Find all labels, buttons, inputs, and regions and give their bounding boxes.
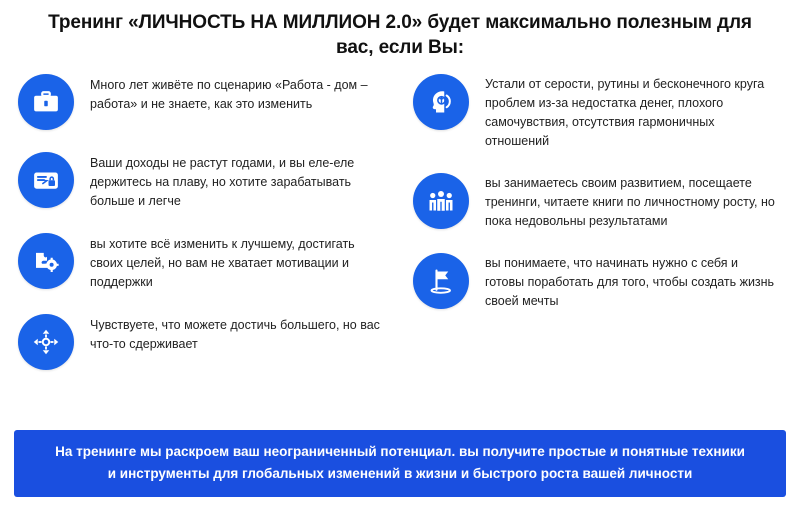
briefcase-icon — [18, 74, 74, 130]
list-item — [18, 152, 389, 211]
list-item — [18, 233, 389, 292]
list-item-label: вы понимаете, что начинать нужно с себя и готовы поработать для того, чтобы создать жизнь своей мечты — [485, 256, 775, 308]
people-group-icon — [413, 173, 469, 229]
list-item-label: вы занимаетесь своим развитием, посещаете тренинги, читаете книги по личностному росту, но пока недовольны результатами — [485, 176, 775, 228]
arrows-expand-icon — [18, 314, 74, 370]
puzzle-gear-icon — [18, 233, 74, 289]
list-item — [413, 74, 780, 151]
list-item-label: Много лет живёте по сценарию «Работа - дом – работа» и не знаете, как это изменить — [90, 78, 368, 111]
benefits-column-left — [18, 74, 399, 392]
list-item-label: вы хотите всё изменить к лучшему, достигать своих целей, но вам не хватает мотивации и поддержки — [90, 237, 355, 289]
benefits-columns — [0, 74, 800, 392]
benefits-column-right — [399, 74, 780, 392]
banner-line-1: На тренинге мы раскроем ваш неограниченный потенциал. вы получите простые и понятные техники — [55, 444, 745, 459]
list-item — [18, 74, 389, 130]
page-title: Тренинг «ЛИЧНОСТЬ НА МИЛЛИОН 2.0» будет максимально полезным для вас, если Вы: — [48, 12, 752, 58]
flag-goal-icon — [413, 253, 469, 309]
summary-banner — [14, 430, 786, 497]
wallet-lock-icon — [18, 152, 74, 208]
list-item-label: Ваши доходы не растут годами, и вы еле-еле держитесь на плаву, но хотите зарабатывать больше и легче — [90, 156, 355, 208]
banner-line-2: и инструменты для глобальных изменений в жизни и быстрого роста вашей личности — [107, 466, 693, 481]
list-item-label: Чувствуете, что можете достичь большего, но вас что-то сдерживает — [90, 318, 380, 351]
list-item — [18, 314, 389, 370]
list-item-label: Устали от серости, рутины и бесконечного круга проблем из-за недостатка денег, плохого самочувствия, отсутствия гармоничных отношений — [485, 77, 765, 148]
list-item — [413, 173, 780, 231]
list-item — [413, 253, 780, 311]
head-thinking-icon — [413, 74, 469, 130]
